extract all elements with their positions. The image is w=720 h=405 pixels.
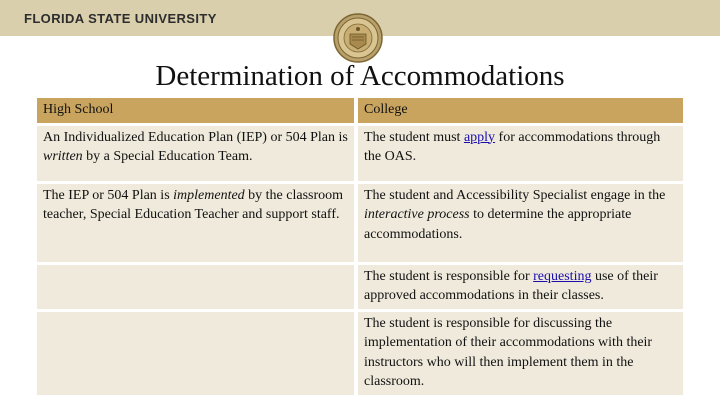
high-school-cell-empty [37, 265, 358, 309]
page-title: Determination of Accommodations [155, 60, 565, 92]
apply-link[interactable]: apply [463, 129, 496, 145]
table-row [37, 312, 683, 395]
high-school-cell: An Individualized Education Plan (IEP) or 504 Plan is written by a Special Education Team. [37, 126, 358, 181]
college-cell: The student must apply for accommodations through the OAS. [358, 126, 683, 181]
college-cell: The student and Accessibility Specialist engage in the interactive process to determine the appropriate accommodations. [358, 184, 683, 262]
accommodations-table [37, 95, 683, 398]
requesting-link[interactable]: requesting [533, 268, 592, 284]
college-cell: The student is responsible for discussing the implementation of their accommodations with their instructors who will then implement them in the classroom. [358, 312, 683, 395]
table-row [37, 126, 683, 181]
table-header-row [37, 98, 683, 123]
table-row [37, 184, 683, 262]
column-header-college: College [358, 98, 683, 123]
high-school-cell-empty [37, 312, 358, 395]
university-seal-icon [333, 13, 383, 63]
column-header-high-school: High School [37, 98, 358, 123]
table-row [37, 265, 683, 309]
college-cell: The student is responsible for requesting use of their approved accommodations in their classes. [358, 265, 683, 309]
high-school-cell: The IEP or 504 Plan is implemented by the classroom teacher, Special Education Teacher and support staff. [37, 184, 358, 262]
brand-wordmark: FLORIDA STATE UNIVERSITY [24, 11, 217, 26]
